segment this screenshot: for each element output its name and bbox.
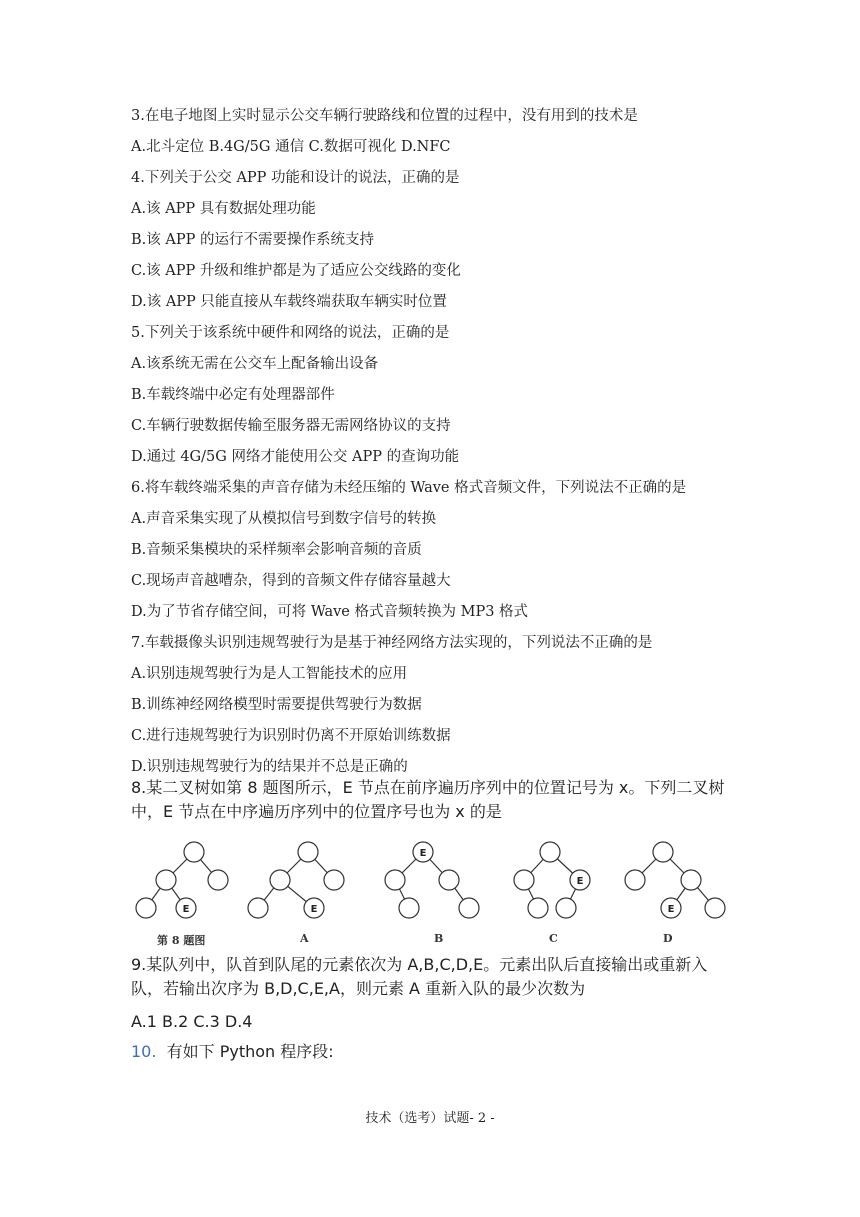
question-line: D.识别违规驾驶行为的结果并不总是正确的 (131, 759, 408, 775)
question-line: B.该 APP 的运行不需要操作系统支持 (131, 232, 374, 248)
question-line: 6.将车载终端采集的声音存储为未经压缩的 Wave 格式音频文件，下列说法不正确的是 (131, 480, 687, 496)
question-line: D.通过 4G/5G 网络才能使用公交 APP 的查询功能 (131, 449, 460, 465)
tree-node (298, 842, 318, 862)
question-line: 3.在电子地图上实时显示公交车辆行驶路线和位置的过程中，没有用到的技术是 (131, 108, 638, 124)
tree-svg-d (621, 838, 731, 928)
question-line: 4.下列关于公交 APP 功能和设计的说法，正确的是 (131, 170, 460, 186)
tree-svg-a (244, 838, 344, 928)
tree-svg-c (510, 838, 610, 928)
question-line: 7.车载摄像头识别违规驾驶行为是基于神经网络方法实现的，下列说法不正确的是 (131, 635, 653, 651)
question-9: 9.某队列中，队首到队尾的元素依次为 A,B,C,D,E。元素出队后直接输出或重新入队，若输出次序为 B,D,C,E,A，则元素 A 重新入队的最少次数为 (131, 955, 708, 998)
question-line: B.车载终端中必定有处理器部件 (131, 387, 335, 403)
tree-node (270, 870, 290, 890)
question-line: A.北斗定位 B.4G/5G 通信 C.数据可视化 D.NFC (131, 139, 451, 155)
tree-node-label: E (667, 904, 675, 915)
question-line: A.该系统无需在公交车上配备输出设备 (131, 356, 379, 372)
tree-node (681, 870, 701, 890)
tree-node (248, 898, 268, 918)
question-line: D.为了节省存储空间，可将 Wave 格式音频转换为 MP3 格式 (131, 604, 529, 620)
tree-node (385, 870, 405, 890)
question-line: C.现场声音越嘈杂，得到的音频文件存储容量越大 (131, 573, 451, 589)
tree-node-label: E (310, 904, 318, 915)
question-line: B.音频采集模块的采样频率会影响音频的音质 (131, 542, 422, 558)
tree-node (184, 842, 204, 862)
tree-node (208, 870, 228, 890)
question-line: D.该 APP 只能直接从车载终端获取车辆实时位置 (131, 294, 447, 310)
question-9-options: A.1 B.2 C.3 D.4 (131, 1012, 253, 1031)
tree-node-label: E (182, 904, 190, 915)
caption-c: C (549, 932, 558, 945)
tree-node (439, 870, 459, 890)
caption-fig8: 第 8 题图 (157, 934, 206, 947)
tree-svg-fig8 (134, 838, 234, 928)
tree-node (653, 842, 673, 862)
tree-node (625, 870, 645, 890)
tree-node-label: E (576, 876, 584, 887)
question-line: A.声音采集实现了从模拟信号到数字信号的转换 (131, 511, 437, 527)
tree-node (540, 842, 560, 862)
question-10-number: 10. (131, 1042, 157, 1061)
page-footer: 技术（选考）试题- 2 - (365, 1111, 495, 1126)
question-line: C.该 APP 升级和维护都是为了适应公交线路的变化 (131, 263, 461, 279)
tree-node (399, 898, 419, 918)
tree-figure-8 (134, 838, 234, 932)
question-line: C.车辆行驶数据传输至服务器无需网络协议的支持 (131, 418, 451, 434)
question-line: C.进行违规驾驶行为识别时仍离不开原始训练数据 (131, 728, 451, 744)
caption-d: D (663, 932, 673, 945)
question-line: A.该 APP 具有数据处理功能 (131, 201, 316, 217)
tree-node (556, 898, 576, 918)
tree-node-label: E (419, 848, 427, 859)
question-line: 5.下列关于该系统中硬件和网络的说法，正确的是 (131, 325, 450, 341)
tree-option-b (381, 838, 481, 932)
caption-a: A (300, 932, 309, 945)
tree-node (705, 898, 725, 918)
question-line: A.识别违规驾驶行为是人工智能技术的应用 (131, 666, 408, 682)
question-10 (131, 1040, 731, 1064)
tree-node (528, 898, 548, 918)
tree-node (514, 870, 534, 890)
caption-b: B (434, 932, 444, 945)
tree-node (324, 870, 344, 890)
tree-node (459, 898, 479, 918)
question-8: 8.某二叉树如第 8 题图所示，E 节点在前序遍历序列中的位置记号为 x。下列二叉树中，E 节点在中序遍历序列中的位置序号也为 x 的是 (131, 778, 725, 821)
tree-node (156, 870, 176, 890)
tree-option-c (510, 838, 610, 932)
question-10-text: 有如下 Python 程序段: (166, 1042, 334, 1061)
tree-option-a (244, 838, 344, 932)
tree-node (136, 898, 156, 918)
tree-svg-b (381, 838, 481, 928)
question-line: B.训练神经网络模型时需要提供驾驶行为数据 (131, 697, 422, 713)
tree-option-d (621, 838, 731, 932)
